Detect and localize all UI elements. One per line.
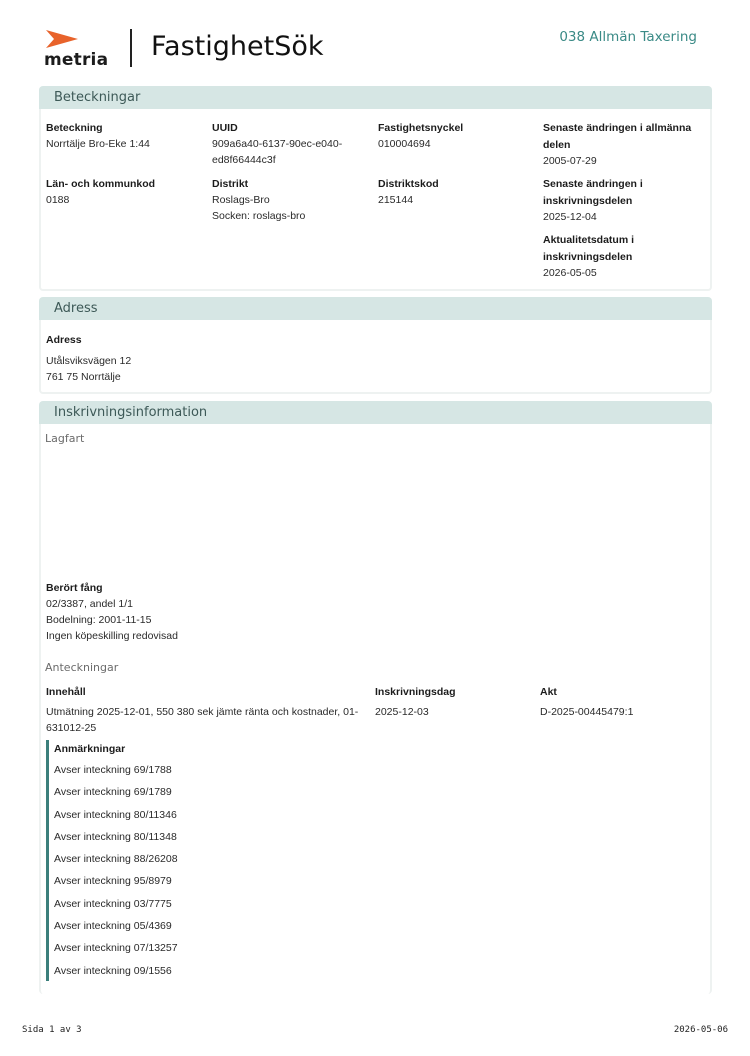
field-beteckning [46,120,150,152]
metria-logo [44,28,109,70]
field-value: 2025-12-04 [543,211,597,223]
section-title: Beteckningar [39,86,712,109]
anteckningar-title: Anteckningar [45,661,119,674]
lagfart-title: Lagfart [45,432,85,445]
list-item: Avser inteckning 05/4369 [54,920,172,933]
list-item: Avser inteckning 69/1788 [54,764,172,776]
field-label: Fastighetsnyckel [378,122,464,134]
field-adress [46,332,131,385]
field-label: Distriktskod [378,178,439,190]
field-value: 2005-07-29 [543,155,597,167]
col-akt [540,684,633,720]
table-cell: 631012-25 [46,722,97,734]
field-lan-kommunkod [46,176,155,208]
field-label: Län- och kommunkod [46,178,156,190]
print-date: 2026-05-06 [673,1025,728,1035]
berort-fang [46,580,178,644]
header-divider [130,29,132,67]
table-cell: 2025-12-03 [375,706,429,718]
anmarkningar-title: Anmärkningar [54,743,126,755]
field-value: 0188 [46,194,70,206]
field-value: 010004694 [378,138,431,150]
section-title: Adress [39,297,712,320]
field-value: ed8f66444c3f [212,154,276,166]
anmarkningar-list [54,763,178,986]
column-header: Akt [540,686,557,698]
field-label: Senaste ändringen i [543,178,643,190]
logo-text: metria [44,50,109,70]
page-number: Sida 1 av 3 [22,1025,82,1035]
list-item: Avser inteckning 07/13257 [54,942,178,955]
section-adress [39,297,712,394]
berort-line: Ingen köpeskilling redovisad [46,630,178,642]
berort-line: Bodelning: 2001-11-15 [46,614,152,626]
field-label: Berört fång [46,582,103,594]
column-header: Innehåll [46,686,86,698]
field-label: Adress [46,334,82,346]
list-item: Avser inteckning 80/11346 [54,808,177,821]
col-inskrivningsdag [375,684,456,720]
app-title: FastighetSök [151,31,324,62]
berort-line: 02/3387, andel 1/1 [46,598,133,610]
address-line: 761 75 Norrtälje [46,371,121,383]
field-label: Beteckning [46,122,103,134]
address-line: Utålsviksvägen 12 [46,355,132,367]
col-innehall [46,684,358,736]
field-label: Aktualitetsdatum i [543,234,635,246]
field-value: 2026-05-05 [543,267,597,279]
field-value: Roslags-Bro [212,194,270,206]
list-item: Avser inteckning 03/7775 [54,897,172,910]
field-label: delen [543,138,571,151]
field-label: inskrivningsdelen [543,194,633,207]
metria-logo-mark [44,28,80,50]
anmarkningar-accent-bar [46,740,49,981]
field-distriktskod [378,176,439,208]
org-label: 038 Allmän Taxering [559,29,697,45]
list-item: Avser inteckning 80/11348 [54,830,177,843]
section-title: Inskrivningsinformation [39,401,712,424]
list-item: Avser inteckning 09/1556 [54,964,172,977]
field-value: 909a6a40-6137-90ec-e040- [212,138,343,150]
field-label: inskrivningsdelen [543,250,633,263]
section-body [39,109,712,291]
list-item: Avser inteckning 69/1789 [54,786,172,799]
column-header: Inskrivningsdag [375,686,456,698]
field-label: UUID [212,122,238,134]
field-label: Distrikt [212,178,249,190]
field-senaste-allmanna [543,120,691,170]
field-distrikt [212,176,305,224]
field-value: 215144 [378,194,414,206]
field-senaste-inskrivning [543,176,643,226]
table-cell: Utmätning 2025-12-01, 550 380 sek jämte ränta och kostnader, 01- [46,706,359,718]
field-aktualitetsdatum [543,232,634,282]
field-value: Socken: roslags-bro [212,210,306,222]
field-label: Senaste ändringen i allmänna [543,122,692,134]
field-fastighetsnyckel [378,120,463,152]
section-beteckningar [39,86,712,291]
list-item: Avser inteckning 95/8979 [54,875,172,888]
field-uuid [212,120,342,168]
list-item: Avser inteckning 88/26208 [54,853,178,866]
field-value: Norrtälje Bro-Eke 1:44 [46,138,150,150]
section-body [39,320,712,394]
table-cell: D-2025-00445479:1 [540,706,634,718]
